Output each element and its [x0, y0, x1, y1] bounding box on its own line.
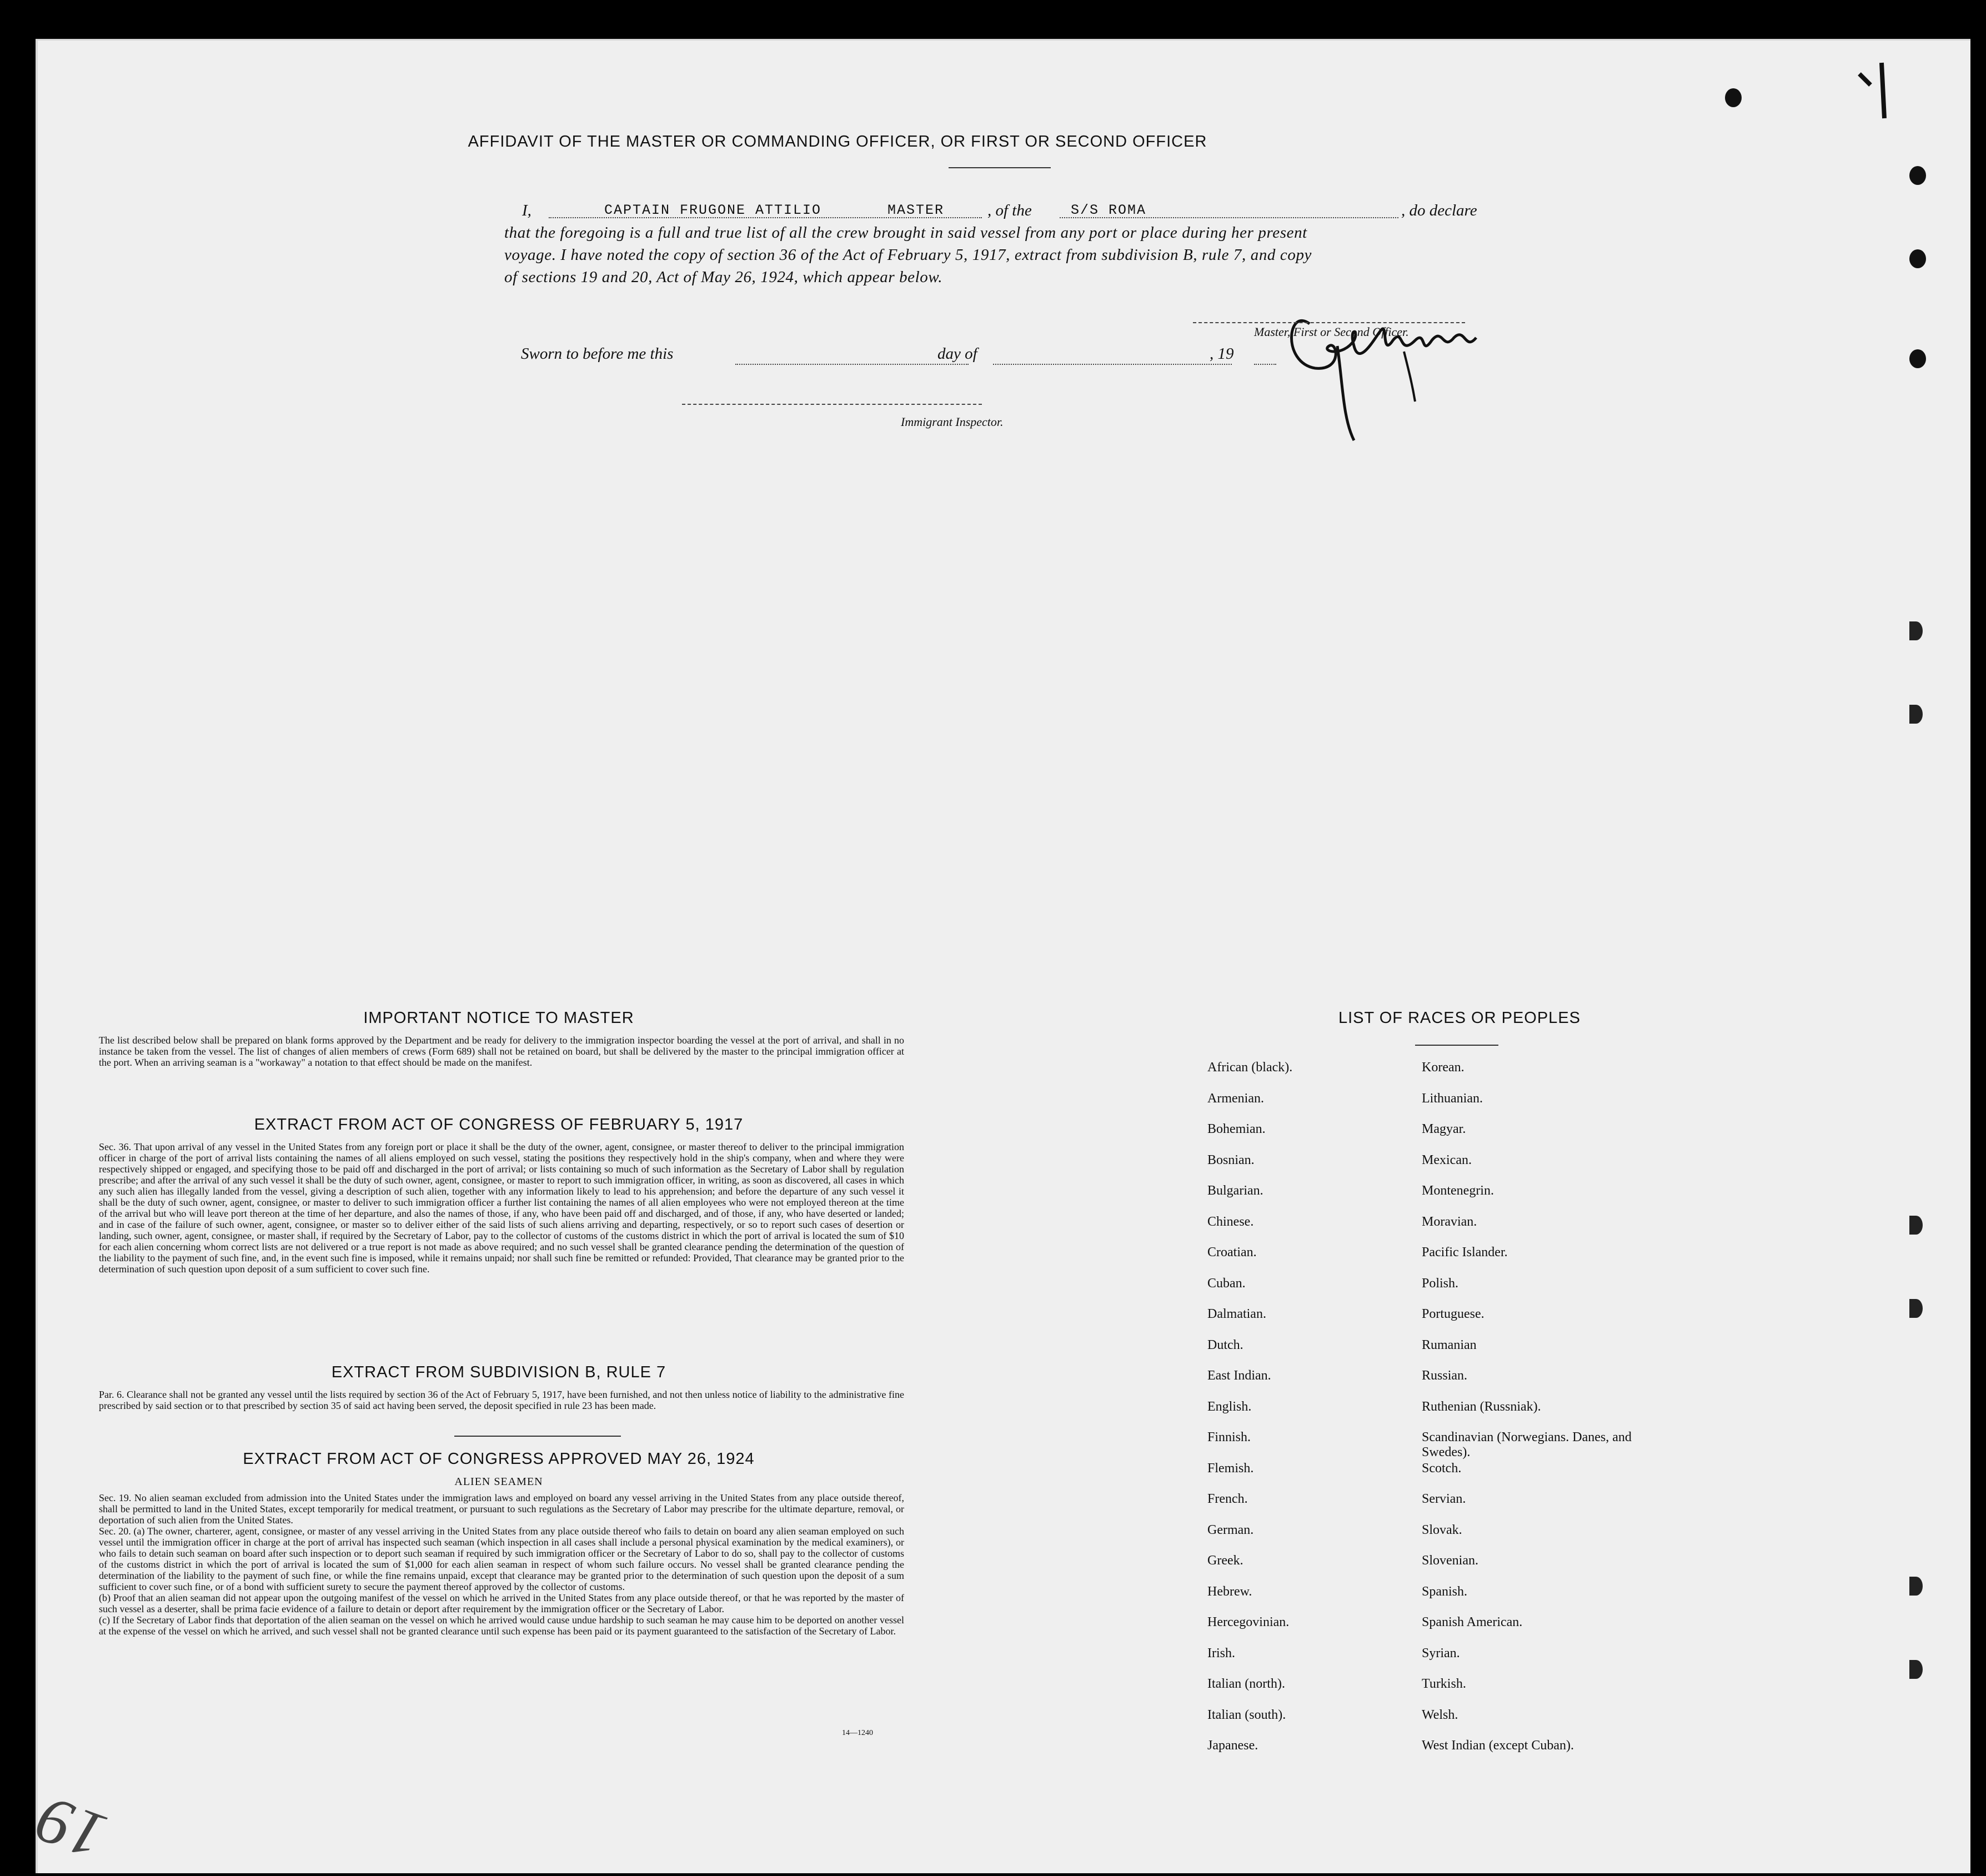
- rule-7-text: Par. 6. Clearance shall not be granted any vessel until the lists required by section 36 of the Act of February 5, 1917, have been furnished, and not then unless notice of liability to the administrative fine prescribed by said section or to that prescribed by section 35 of said act having been served, the deposit specified in rule 23 has been made.: [99, 1389, 904, 1411]
- alien-seamen-subheading: ALIEN SEAMEN: [454, 1476, 543, 1488]
- page-number: 19: [27, 1782, 115, 1875]
- race-item: Flemish.: [1207, 1461, 1254, 1476]
- races-heading: LIST OF RACES OR PEOPLES: [1338, 1009, 1581, 1027]
- section-20b-text: (b) Proof that an alien seaman did not appear upon the outgoing manifest of the vessel on which he arrived in the United States from any place outside thereof, or that he was reported by the master of such vessel as a deserter, shall be prima facie evidence of a failure to detain or deport after requirement by the immigration officer or the Secretary of Labor.: [99, 1592, 904, 1614]
- inspector-caption: Immigrant Inspector.: [901, 415, 1004, 429]
- race-item: Syrian.: [1422, 1646, 1460, 1661]
- race-item: Scandinavian (Norwegians. Danes, and Swedes).: [1422, 1430, 1632, 1459]
- affidavit-i: I,: [522, 202, 531, 219]
- affidavit-line-1: [504, 199, 1576, 222]
- binder-hole: [1909, 1299, 1923, 1318]
- year-label: , 19: [1210, 345, 1234, 363]
- race-item: Dutch.: [1207, 1337, 1243, 1352]
- extract-1917-text: Sec. 36. That upon arrival of any vessel in the United States from any foreign port or place it shall be the duty of the owner, agent, consignee, or master thereof to deliver to the principal immigration officer in charge of the port of arrival lists containing the names of all aliens employed on such vessel, stating the positions they respectively hold in the ship's company, when and where they were respectively shipped or engaged, and specifying those to be paid off and discharged in the port of arrival; or lists containing so much of such information as the Secretary of Labor shall by regulation prescribe; and after the arrival of any such vessel it shall be the duty of such owner, agent, consignee, or master to report to such immigration officer, in writing, as soon as discovered, all cases in which any such alien has illegally landed from the vessel, giving a description of such alien, together with any information likely to lead to his apprehension; and before the departure of any such vessel it shall be the duty of such owner, agent, consignee, or master to deliver to such immigration officer a further list containing the names of all alien employees who were not employed thereon at the time of the arrival but who will leave port thereon at the time of her departure, and also the names of those, if any, who have been paid off and discharged, and of those, if any, who have deserted or landed; and in case of the failure of such owner, agent, consignee, or master so to deliver either of the said lists of such aliens arriving and departing, respectively, or so to report such cases of desertion or landing, such owner, agent, consignee, or master shall, if required by the Secretary of Labor, pay to the collector of customs of the customs district in which the port of arrival is located the sum of $10 for each alien concerning whom correct lists are not delivered or a true report is not made as above required; and no such vessel shall be granted clearance pending the determination of the question of the liability to the payment of such fine, and, in the event such fine is imposed, while it remains unpaid; nor shall such fine be remitted or refunded: Provided, That clearance may be granted prior to the determination of such question upon deposit of a sum sufficient to cover such fine.: [99, 1141, 904, 1275]
- race-item: East Indian.: [1207, 1368, 1271, 1383]
- master-signature: [1276, 274, 1521, 463]
- binder-hole: [1909, 1577, 1923, 1596]
- race-item: Scotch.: [1422, 1461, 1462, 1476]
- signature-line: [1193, 322, 1465, 323]
- affidavit-line-4: of sections 19 and 20, Act of May 26, 1924, which appear below.: [504, 268, 943, 286]
- race-item: Chinese.: [1207, 1214, 1254, 1229]
- race-item: Moravian.: [1422, 1214, 1477, 1229]
- affidavit-line-3: voyage. I have noted the copy of section 36 of the Act of February 5, 1917, extract from subdivision B, rule 7, and copy: [504, 246, 1312, 264]
- form-number: 14—1240: [842, 1729, 873, 1737]
- section-19-text: Sec. 19. No alien seaman excluded from admission into the United States under the immigration laws and employed on board any vessel arriving in the United States from any place outside thereof, shall be permitted to land in the United States, except temporarily for medical treatment, or pursuant to such regulations as the Secretary of Labor may prescribe for the ultimate departure, removal, or deportation of such alien from the United States.: [99, 1492, 904, 1526]
- inspector-line: [682, 404, 982, 405]
- race-item: Hercegovinian.: [1207, 1615, 1290, 1629]
- master-rank-field: MASTER: [887, 202, 945, 218]
- extract-1917-heading: EXTRACT FROM ACT OF CONGRESS OF FEBRUARY 5, 1917: [254, 1116, 744, 1133]
- race-item: Polish.: [1422, 1276, 1459, 1291]
- race-item: Armenian.: [1207, 1091, 1264, 1106]
- master-name-field: CAPTAIN FRUGONE ATTILIO: [604, 202, 822, 218]
- race-item: Croatian.: [1207, 1245, 1257, 1260]
- race-item: Italian (north).: [1207, 1677, 1285, 1691]
- race-item: Servian.: [1422, 1492, 1466, 1506]
- race-item: Korean.: [1422, 1060, 1465, 1075]
- race-item: Greek.: [1207, 1553, 1243, 1568]
- day-of-label: day of: [937, 345, 977, 363]
- signature-caption: Master, First or Second Officer.: [1254, 325, 1409, 339]
- races-right-column: [1422, 1060, 1644, 1769]
- heading-divider: [949, 167, 1051, 168]
- binder-hole: [1909, 249, 1926, 268]
- race-item: Turkish.: [1422, 1677, 1466, 1691]
- race-item: West Indian (except Cuban).: [1422, 1738, 1574, 1753]
- extract-1924-heading: EXTRACT FROM ACT OF CONGRESS APPROVED MAY 26, 1924: [243, 1450, 755, 1468]
- document-page: [27, 39, 1970, 1875]
- race-item: Bohemian.: [1207, 1122, 1266, 1136]
- race-item: Spanish American.: [1422, 1615, 1523, 1629]
- affidavit-heading: AFFIDAVIT OF THE MASTER OR COMMANDING OFFICER, OR FIRST OR SECOND OFFICER: [468, 133, 1207, 151]
- race-item: Finnish.: [1207, 1430, 1251, 1444]
- binder-hole: [1909, 1216, 1923, 1235]
- sworn-year-line: [1254, 364, 1276, 365]
- rule-7-divider: [454, 1436, 621, 1437]
- rule-7-heading: EXTRACT FROM SUBDIVISION B, RULE 7: [331, 1363, 666, 1381]
- race-item: Welsh.: [1422, 1707, 1458, 1722]
- section-20a-text: Sec. 20. (a) The owner, charterer, agent, consignee, or master of any vessel arriving in the United States from any place outside thereof who fails to detain on board any alien seaman employed on such vessel until the immigration officer in charge at the port of arrival has inspected such seaman (which inspection in all cases shall include a personal physical examination by the medical examiners), or who fails to detain such seaman on board after such inspection or to deport such seaman if required by such immigration officer or the Secretary of Labor to do so, shall pay to the collector of customs of the customs district in which the port of arrival is located the sum of $1,000 for each alien seaman in respect of whom such failure occurs. No vessel shall be granted clearance pending the determination of the liability to the payment of such fine, or while the fine remains unpaid, except that clearance may be granted prior to the determination of such question upon the deposit of a sum sufficient to cover such fine, or of a bond with sufficient surety to secure the payment thereof approved by the collector of customs.: [99, 1526, 904, 1592]
- races-left-column: [1207, 1060, 1407, 1769]
- race-item: Bulgarian.: [1207, 1183, 1263, 1198]
- race-item: Hebrew.: [1207, 1584, 1252, 1599]
- race-item: African (black).: [1207, 1060, 1293, 1075]
- binder-hole: [1909, 1660, 1923, 1679]
- race-item: Bosnian.: [1207, 1152, 1255, 1167]
- extract-1924-body: [99, 1492, 904, 1637]
- race-item: Italian (south).: [1207, 1707, 1286, 1722]
- race-item: French.: [1207, 1492, 1248, 1506]
- binder-hole: [1909, 621, 1923, 640]
- sworn-day-line: [735, 364, 969, 365]
- race-item: Slovak.: [1422, 1522, 1462, 1537]
- section-20c-text: (c) If the Secretary of Labor finds that deportation of the alien seaman on the vessel on which he arrived would cause undue hardship to such seaman he may cause him to be deported on another vessel at the expense of the vessel on which he arrived, and such vessel shall not be granted clearance until such expense has been paid or its payment guaranteed to the satisfaction of the Secretary of Labor.: [99, 1614, 904, 1637]
- race-item: Russian.: [1422, 1368, 1468, 1383]
- race-item: Ruthenian (Russniak).: [1422, 1399, 1541, 1414]
- do-declare-label: , do declare: [1401, 202, 1477, 219]
- binder-hole: [1909, 705, 1923, 724]
- race-item: Mexican.: [1422, 1152, 1472, 1167]
- race-item: Spanish.: [1422, 1584, 1468, 1599]
- binder-hole: [1909, 166, 1926, 185]
- race-item: Montenegrin.: [1422, 1183, 1494, 1198]
- race-item: German.: [1207, 1522, 1254, 1537]
- race-item: Dalmatian.: [1207, 1307, 1266, 1321]
- affidavit-line-2: that the foregoing is a full and true list of all the crew brought in said vessel from any port or place during her present: [504, 224, 1307, 242]
- race-item: English.: [1207, 1399, 1252, 1414]
- of-the-label: , of the: [987, 202, 1032, 219]
- race-item: Irish.: [1207, 1646, 1235, 1661]
- race-item: Portuguese.: [1422, 1307, 1485, 1321]
- race-item: Lithuanian.: [1422, 1091, 1483, 1106]
- notice-heading: IMPORTANT NOTICE TO MASTER: [363, 1009, 634, 1027]
- sworn-month-line: [993, 364, 1232, 365]
- binder-hole: [1725, 88, 1742, 107]
- race-item: Slovenian.: [1422, 1553, 1478, 1568]
- race-item: Pacific Islander.: [1422, 1245, 1508, 1260]
- corner-mark: [1843, 52, 1898, 135]
- race-item: Cuban.: [1207, 1276, 1246, 1291]
- race-item: Japanese.: [1207, 1738, 1258, 1753]
- races-divider: [1415, 1045, 1498, 1046]
- race-item: Magyar.: [1422, 1122, 1466, 1136]
- vessel-name-field: S/S ROMA: [1071, 202, 1147, 218]
- binder-hole: [1909, 349, 1926, 368]
- sworn-label: Sworn to before me this: [521, 345, 674, 363]
- notice-text: The list described below shall be prepared on blank forms approved by the Department and be ready for delivery to the immigration inspector boarding the vessel at the port of arrival, and shall in no instance be taken from the vessel. The list of changes of alien members of crews (Form 689) shall not be retained on board, but shall be delivered by the master to the principal immigration officer at the port. When an arriving seaman is a "workaway" a notation to that effect should be made on the manifest.: [99, 1035, 904, 1068]
- race-item: Rumanian: [1422, 1337, 1477, 1352]
